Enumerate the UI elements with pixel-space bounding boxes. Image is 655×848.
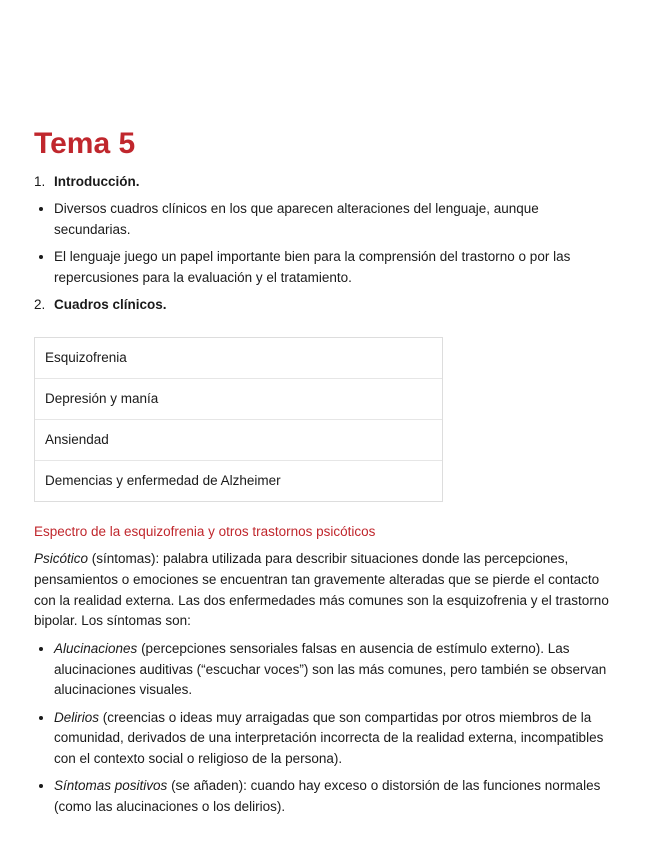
section-heading-cuadros-clinicos: [34, 295, 614, 315]
symptoms-list: [34, 639, 614, 817]
symptom-text: (se añaden): cuando hay exceso o distorsión de las funciones normales (como las alucinaciones o los delirios).: [54, 778, 601, 814]
table-row: Esquizofrenia: [35, 338, 442, 379]
section-title: Introducción.: [54, 174, 140, 189]
symptom-term: Síntomas positivos: [54, 778, 168, 794]
list-item: [34, 776, 614, 817]
table-row: Demencias y enfermedad de Alzheimer: [45, 473, 281, 488]
clinical-conditions-table: [34, 337, 443, 502]
definition-text: (síntomas): palabra utilizada para describir situaciones donde las percepciones, pensamientos o emociones se encuentran tan gravemente alteradas que se pierde el contacto con la realidad externa. Las dos enfermedades más comunes son la esquizofrenia y el trastorno bipolar. Los síntomas son:: [34, 551, 609, 629]
section-number: 1.: [34, 174, 46, 189]
term-psicotico: Psicótico: [34, 551, 89, 566]
list-item: [34, 708, 614, 770]
list-item: Diversos cuadros clínicos en los que aparecen alteraciones del lenguaje, aunque secundarias.: [34, 199, 614, 240]
list-item: El lenguaje juego un papel importante bien para la comprensión del trastorno o por las repercusiones para la evaluación y el tratamiento.: [34, 247, 614, 288]
intro-bullet-list: [34, 199, 614, 288]
section-title: Cuadros clínicos.: [54, 297, 167, 312]
subsection-title: Espectro de la esquizofrenia y otros trastornos psicóticos: [34, 524, 376, 539]
section-heading-introduccion: [34, 172, 614, 192]
page-title: Tema 5: [34, 127, 136, 160]
psychotic-definition-paragraph: [34, 549, 614, 632]
symptom-text: (creencias o ideas muy arraigadas que son compartidas por otros miembros de la comunidad, derivados de una interpretación incorrecta de la realidad externa, incompatibles con el contexto social o religioso de la persona).: [54, 709, 604, 766]
table-row: Ansiendad: [35, 420, 442, 461]
document-page: [34, 126, 614, 824]
section-number: 2.: [34, 297, 46, 312]
list-item: [34, 639, 614, 701]
symptom-term: Alucinaciones: [54, 641, 138, 657]
table-row: Depresión y manía: [35, 379, 442, 420]
symptom-term: Delirios: [54, 709, 100, 725]
symptom-text: (percepciones sensoriales falsas en ausencia de estímulo externo). Las alucinaciones auditivas (“escuchar voces”) son las más comunes, pero también se observan alucinaciones visuales.: [54, 641, 607, 698]
